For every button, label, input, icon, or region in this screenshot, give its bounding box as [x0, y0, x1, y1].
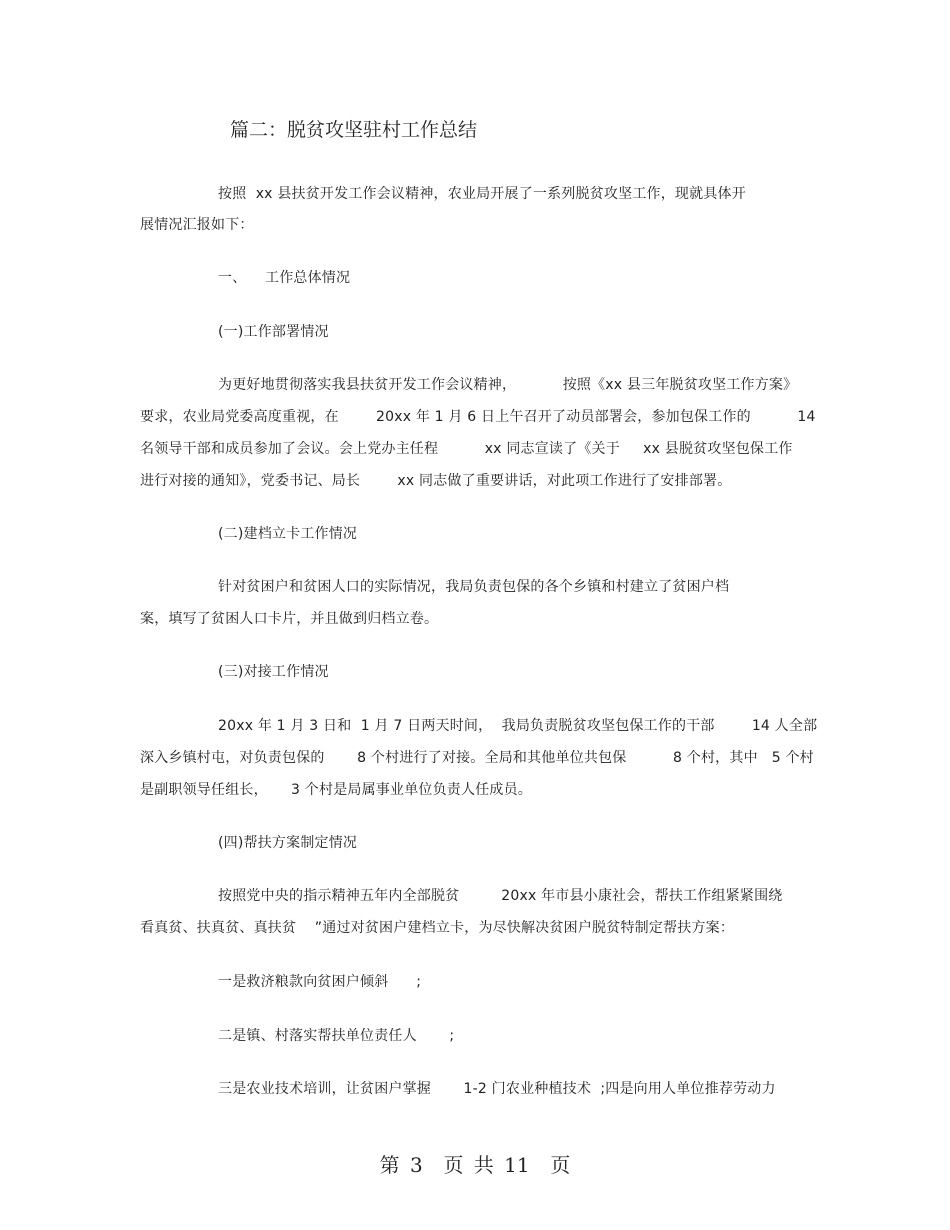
paragraph-line: 看真贫、扶真贫、真扶贫 ”通过对贫困户建档立卡，为尽快解决贫困户脱贫特制定帮扶方案： [140, 920, 735, 936]
paragraph-line: 案，填写了贫困人口卡片，并且做到归档立卷。 [140, 611, 439, 627]
paragraph-line: 是副职领导任组长， 3 个村是局属事业单位负责人任成员。 [140, 782, 533, 798]
subsection-3-heading: (三)对接工作情况 [218, 664, 329, 680]
intro-line-2: 展情况汇报如下： [140, 217, 254, 233]
paragraph-line: 要求，农业局党委高度重视，在 20xx 年 1 月 6 日上午召开了动员部署会，参加包保工作的 14 [140, 409, 816, 425]
section-1-heading: 一、 工作总体情况 [218, 270, 351, 286]
page-number-footer: 第 3 页 共 11 页 [379, 1153, 571, 1177]
list-item: 一是救济粮款向贫困户倾斜 ; [218, 974, 422, 990]
list-item: 三是农业技术培训，让贫困户掌握 1-2 门农业种植技术 ;四是向用人单位推荐劳动力 [218, 1081, 776, 1097]
paragraph-line: 深入乡镇村屯，对负责包保的 8 个村进行了对接。全局和其他单位共包保 8 个村，其中 5 个村 [140, 750, 814, 766]
subsection-1-heading: (一)工作部署情况 [218, 324, 329, 340]
paragraph-line: 20xx 年 1 月 3 日和 1 月 7 日两天时间， 我局负责脱贫攻坚包保工作的干部 14 人全部 [218, 718, 818, 734]
list-item: 二是镇、村落实帮扶单位责任人 ; [218, 1028, 455, 1044]
paragraph-line: 进行对接的通知》，党委书记、局长 xx 同志做了重要讲话，对此项工作进行了安排部署。 [140, 473, 732, 489]
paragraph-line: 按照党中央的指示精神五年内全部脱贫 20xx 年市县小康社会，帮扶工作组紧紧围绕 [218, 888, 783, 904]
document-title: 篇二：脱贫攻坚驻村工作总结 [230, 119, 478, 141]
paragraph-line: 为更好地贯彻落实我县扶贫开发工作会议精神， 按照《xx 县三年脱贫攻坚工作方案》 [218, 377, 798, 393]
subsection-4-heading: (四)帮扶方案制定情况 [218, 835, 358, 851]
intro-line-1: 按照 xx 县扶贫开发工作会议精神，农业局开展了一系列脱贫攻坚工作，现就具体开 [218, 186, 746, 202]
paragraph-line: 名领导干部和成员参加了会议。会上党办主任程 xx 同志宣读了《关于 xx 县脱贫攻坚包保工作 [140, 441, 793, 457]
paragraph-line: 针对贫困户和贫困人口的实际情况，我局负责包保的各个乡镇和村建立了贫困户档 [218, 579, 730, 595]
subsection-2-heading: (二)建档立卡工作情况 [218, 526, 358, 542]
